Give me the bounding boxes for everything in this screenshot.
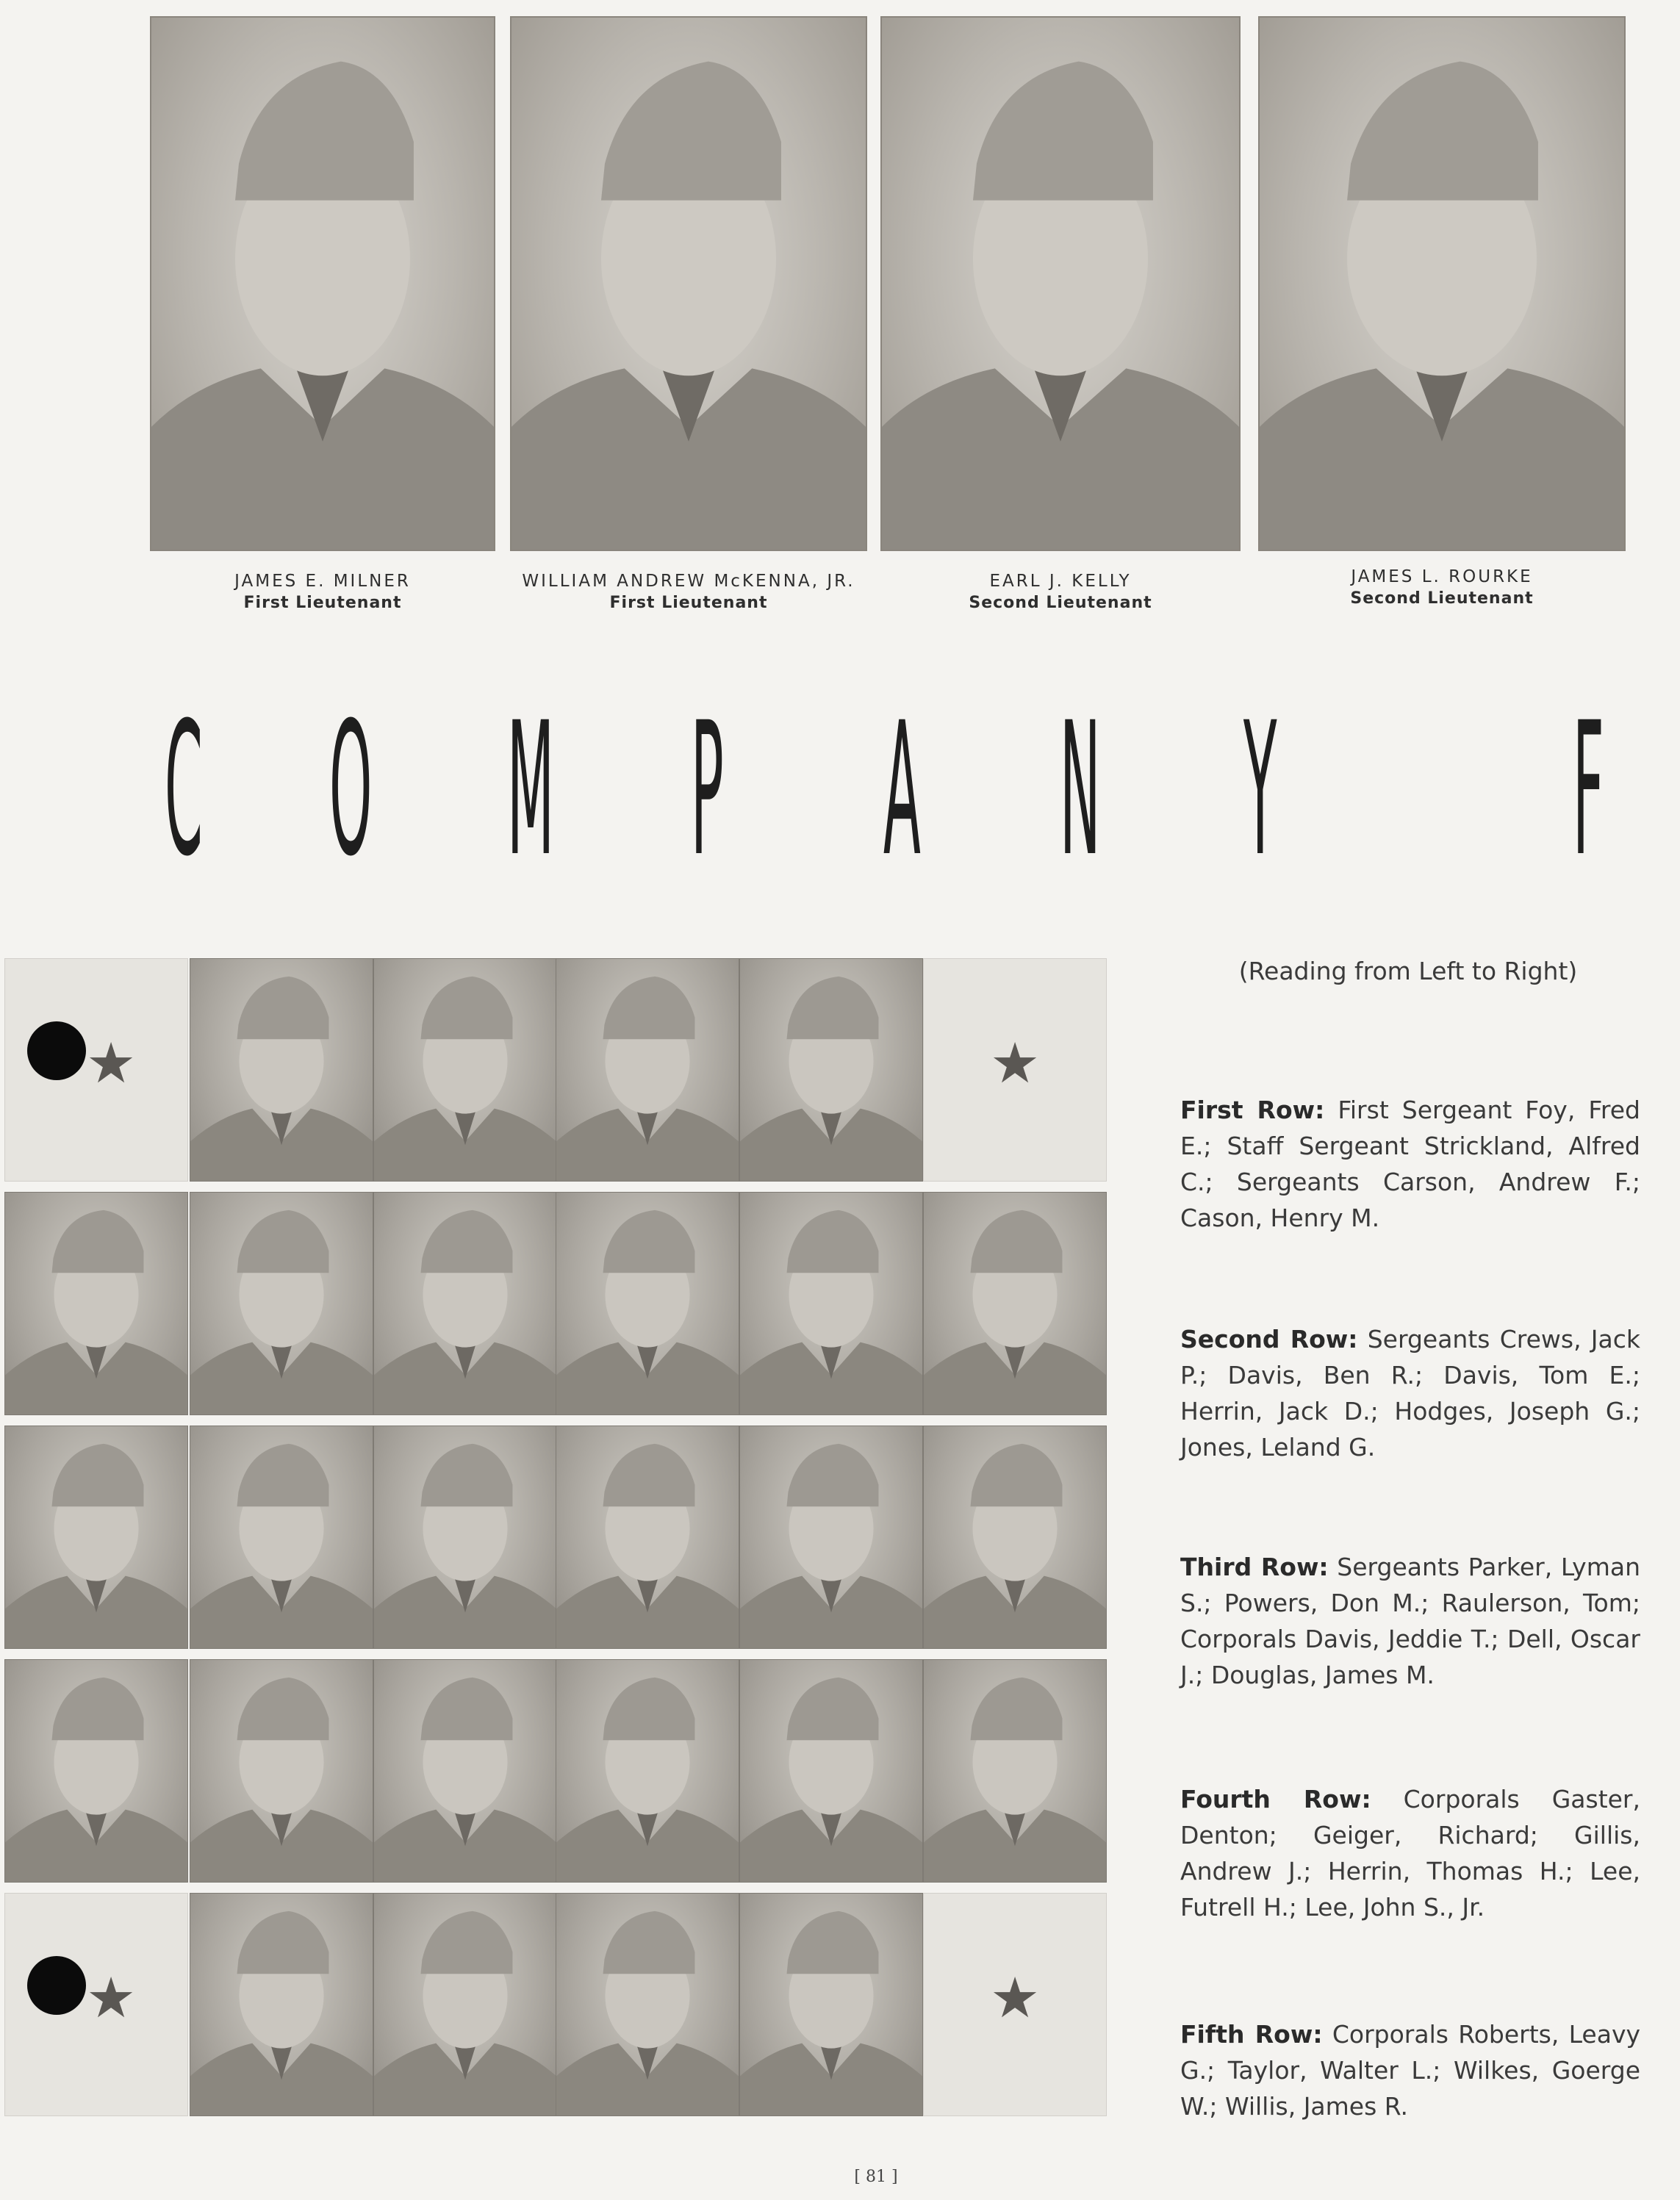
star-icon: ★ bbox=[86, 1032, 137, 1095]
officer-name: JAMES E. MILNER bbox=[234, 572, 411, 591]
roster-row bbox=[1180, 1549, 1640, 1693]
soldier-portrait bbox=[373, 1893, 557, 2116]
reading-note: (Reading from Left to Right) bbox=[1238, 957, 1578, 985]
soldier-portrait bbox=[923, 1426, 1107, 1649]
title-letter: P bbox=[691, 683, 724, 896]
officer-caption bbox=[510, 570, 867, 614]
officer-photo bbox=[880, 16, 1241, 551]
soldier-portrait bbox=[739, 1893, 923, 2116]
officer-caption bbox=[150, 570, 495, 614]
officer-name: WILLIAM ANDREW McKENNA, JR. bbox=[522, 572, 855, 591]
soldier-portrait bbox=[4, 1426, 188, 1649]
officer-photo bbox=[510, 16, 867, 551]
roster-row-label: Fourth Row: bbox=[1180, 1785, 1371, 1813]
soldier-portrait bbox=[556, 1426, 739, 1649]
title-letter: A bbox=[883, 683, 921, 896]
soldier-portrait bbox=[373, 1426, 557, 1649]
title-letter: M bbox=[507, 683, 555, 896]
roster-row-label: Fifth Row: bbox=[1180, 2020, 1323, 2049]
grid-blank-cell bbox=[4, 958, 188, 1182]
soldier-portrait bbox=[556, 1192, 739, 1415]
page-number: [ 81 ] bbox=[854, 2168, 898, 2186]
officer-photo bbox=[1258, 16, 1626, 551]
title-letter: Y bbox=[1243, 683, 1277, 896]
soldier-portrait bbox=[923, 1192, 1107, 1415]
punch-hole-icon bbox=[27, 1021, 86, 1080]
grid-blank-cell bbox=[4, 1893, 188, 2116]
roster-row bbox=[1180, 1092, 1640, 1236]
soldier-portrait bbox=[190, 1192, 373, 1415]
soldier-portrait bbox=[190, 958, 373, 1182]
officer-caption bbox=[880, 570, 1241, 614]
officer-name: JAMES L. ROURKE bbox=[1351, 567, 1533, 586]
roster-row-text: Sergeants Crews, Jack P.; Davis, Ben R.; Davis, Tom E.; Herrin, Jack D.; Hodges, Joseph G.; Jones, Leland G. bbox=[1180, 1325, 1640, 1462]
soldier-portrait bbox=[4, 1659, 188, 1883]
soldier-portrait bbox=[190, 1426, 373, 1649]
soldier-portrait bbox=[923, 1659, 1107, 1883]
grid-blank-cell bbox=[923, 1893, 1107, 2116]
soldier-portrait bbox=[556, 1659, 739, 1883]
roster-row bbox=[1180, 2016, 1640, 2124]
soldier-portrait bbox=[373, 958, 557, 1182]
soldier-portrait bbox=[739, 1659, 923, 1883]
officer-rank: First Lieutenant bbox=[243, 594, 402, 612]
roster-row bbox=[1180, 1781, 1640, 1925]
officer-rank: Second Lieutenant bbox=[969, 594, 1152, 612]
title-letter: O bbox=[329, 683, 373, 896]
soldier-portrait bbox=[556, 958, 739, 1182]
star-icon: ★ bbox=[990, 1967, 1041, 2030]
officer-caption bbox=[1258, 566, 1626, 610]
soldier-portrait bbox=[373, 1192, 557, 1415]
soldier-portrait bbox=[556, 1893, 739, 2116]
title-letter: C bbox=[165, 683, 203, 896]
punch-hole-icon bbox=[27, 1956, 86, 2015]
officer-rank: First Lieutenant bbox=[609, 594, 768, 612]
soldier-portrait bbox=[739, 1426, 923, 1649]
soldier-portrait bbox=[4, 1192, 188, 1415]
officer-rank: Second Lieutenant bbox=[1350, 589, 1534, 608]
officer-name: EARL J. KELLY bbox=[989, 572, 1132, 591]
roster-row bbox=[1180, 1321, 1640, 1465]
roster-row-text: Corporals Roberts, Leavy G.; Taylor, Walter L.; Wilkes, Goerge W.; Willis, James R. bbox=[1180, 2020, 1641, 2121]
grid-blank-cell bbox=[923, 958, 1107, 1182]
title-letter: F bbox=[1573, 683, 1604, 896]
roster-row-label: Third Row: bbox=[1180, 1553, 1329, 1581]
soldier-portrait bbox=[739, 1192, 923, 1415]
officer-photo bbox=[150, 16, 495, 551]
roster-row-text: Corporals Gaster, Denton; Geiger, Richard; Gillis, Andrew J.; Herrin, Thomas H.; Lee, Futrell H.; Lee, John S., Jr. bbox=[1180, 1785, 1640, 1922]
roster-row-label: First Row: bbox=[1180, 1096, 1325, 1124]
star-icon: ★ bbox=[86, 1967, 137, 2030]
roster-row-text: Sergeants Parker, Lyman S.; Powers, Don M.; Raulerson, Tom; Corporals Davis, Jeddie T.; Dell, Oscar J.; Douglas, James M. bbox=[1180, 1553, 1640, 1689]
soldier-portrait bbox=[190, 1659, 373, 1883]
star-icon: ★ bbox=[990, 1032, 1041, 1095]
title-letter: N bbox=[1060, 683, 1101, 896]
soldier-portrait bbox=[190, 1893, 373, 2116]
roster-row-label: Second Row: bbox=[1180, 1325, 1358, 1354]
soldier-portrait bbox=[373, 1659, 557, 1883]
roster-row-text: First Sergeant Foy, Fred E.; Staff Sergeant Strickland, Alfred C.; Sergeants Carson, Andrew F.; Cason, Henry M. bbox=[1180, 1096, 1640, 1232]
soldier-portrait bbox=[739, 958, 923, 1182]
